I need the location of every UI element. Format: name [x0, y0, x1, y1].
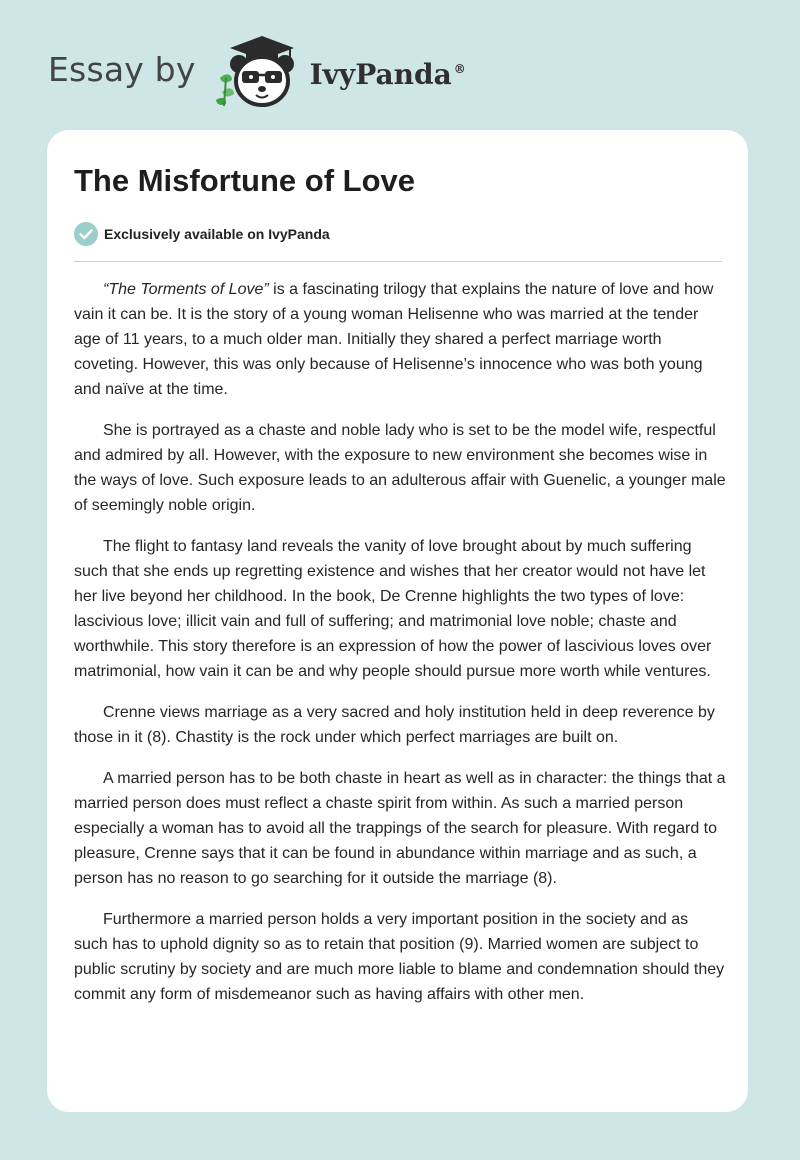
page-title: The Misfortune of Love [74, 163, 415, 198]
paragraph-text: A married person has to be both chaste in heart as well as in character: the things that a married person does must reflect a chaste spirit from within. As such a married person especially a woman has to avoid all the trappings of the search for pleasure. With regard to pleasure, Crenne says that it can be found in abundance within marriage and as such, a person has no reason to go searching for it outside the marriage (8). [74, 770, 726, 887]
paragraph-text: The flight to fantasy land reveals the vanity of love brought about by much suffering such that she ends up regretting existence and wishes that her creator would not have let her live beyond her childhood. In the book, De Crenne highlights the two types of love: lascivious love; illicit vain and full of suffering; and matrimonial love noble; chaste and worthwhile. This story therefore is an expression of how the power of lascivious loves over matrimonial, how vain it can be and why people should pursue more worth while ventures. [74, 538, 712, 680]
paragraph-text: is a fascinating trilogy that explains the nature of love and how vain it can be. It is the story of a young woman Helisenne who was married at the tender age of 11 years, to a much older man. Initially they shared a perfect marriage worth coveting. However, this was only because of Helisenne’s innocence who was both young and naïve at the time. [74, 281, 714, 398]
paragraph-text: Crenne views marriage as a very sacred and holy institution held in deep reverence by those in it (8). Chastity is the rock under which perfect marriages are built on. [74, 704, 715, 746]
paragraph [74, 700, 726, 750]
site-brand[interactable] [48, 34, 466, 110]
essay-card [47, 130, 748, 1112]
essay-body [74, 277, 726, 1023]
paragraph [74, 766, 726, 891]
panda-graduate-icon [212, 34, 308, 110]
paragraph [74, 418, 726, 518]
book-title: “The Torments of Love” [103, 281, 269, 298]
paragraph [74, 907, 726, 1007]
badge-label: Exclusively available on IvyPanda [104, 226, 330, 242]
registered-mark: ® [453, 62, 466, 77]
divider [74, 261, 722, 262]
exclusive-badge [74, 222, 330, 246]
paragraph [74, 277, 726, 402]
check-circle-icon [74, 222, 98, 246]
paragraph [74, 534, 726, 684]
brand-name: IvyPanda ® [309, 57, 466, 91]
paragraph-text: Furthermore a married person holds a very important position in the society and as such has to uphold dignity so as to retain that position (9). Married women are subject to public scrutiny by society and are much more liable to blame and condemnation should they commit any form of misdemeanor such as having affairs with other men. [74, 911, 725, 1003]
brand-prefix: Essay by [48, 49, 196, 89]
paragraph-text: She is portrayed as a chaste and noble lady who is set to be the model wife, respectful and admired by all. However, with the exposure to new environment she becomes wise in the ways of love. Such exposure leads to an adulterous affair with Guenelic, a younger male of seemingly noble origin. [74, 422, 726, 514]
